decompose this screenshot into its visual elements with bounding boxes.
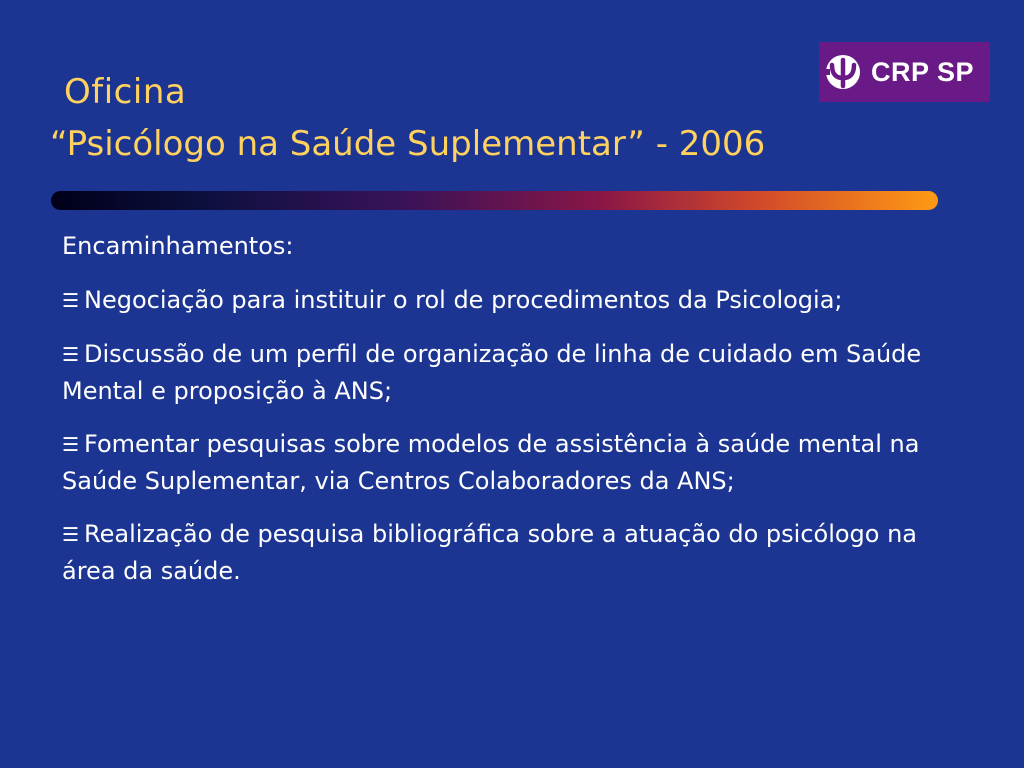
bullet-item-text: Negociação para instituir o rol de procedimentos da Psicologia; [84,286,843,314]
gradient-divider-bar [51,191,938,210]
bullet-icon: ☰ [62,290,80,312]
bullet-item [62,336,952,409]
bullet-item [62,282,952,319]
crp-psi-symbol-icon [823,52,863,92]
bullet-icon: ☰ [62,434,80,456]
slide-title-line-2: “Psicólogo na Saúde Suplementar” - 2006 [50,124,766,164]
crp-sp-logo [819,42,990,102]
bullet-item [62,516,952,589]
slide-body [62,228,952,606]
intro-heading: Encaminhamentos: [62,232,294,260]
bullet-icon: ☰ [62,524,80,546]
bullet-icon: ☰ [62,344,80,366]
logo-text: CRP SP [871,56,975,87]
bullet-item-text: Realização de pesquisa bibliográfica sobre a atuação do psicólogo na área da saúde. [62,520,918,585]
bullet-item [62,426,952,499]
bullet-item-text: Discussão de um perfil de organização de linha de cuidado em Saúde Mental e proposição à ANS; [62,340,922,405]
slide-title-line-1: Oficina [64,72,187,112]
bullet-item-text: Fomentar pesquisas sobre modelos de assistência à saúde mental na Saúde Suplementar, via Centros Colaboradores da ANS; [62,430,920,495]
